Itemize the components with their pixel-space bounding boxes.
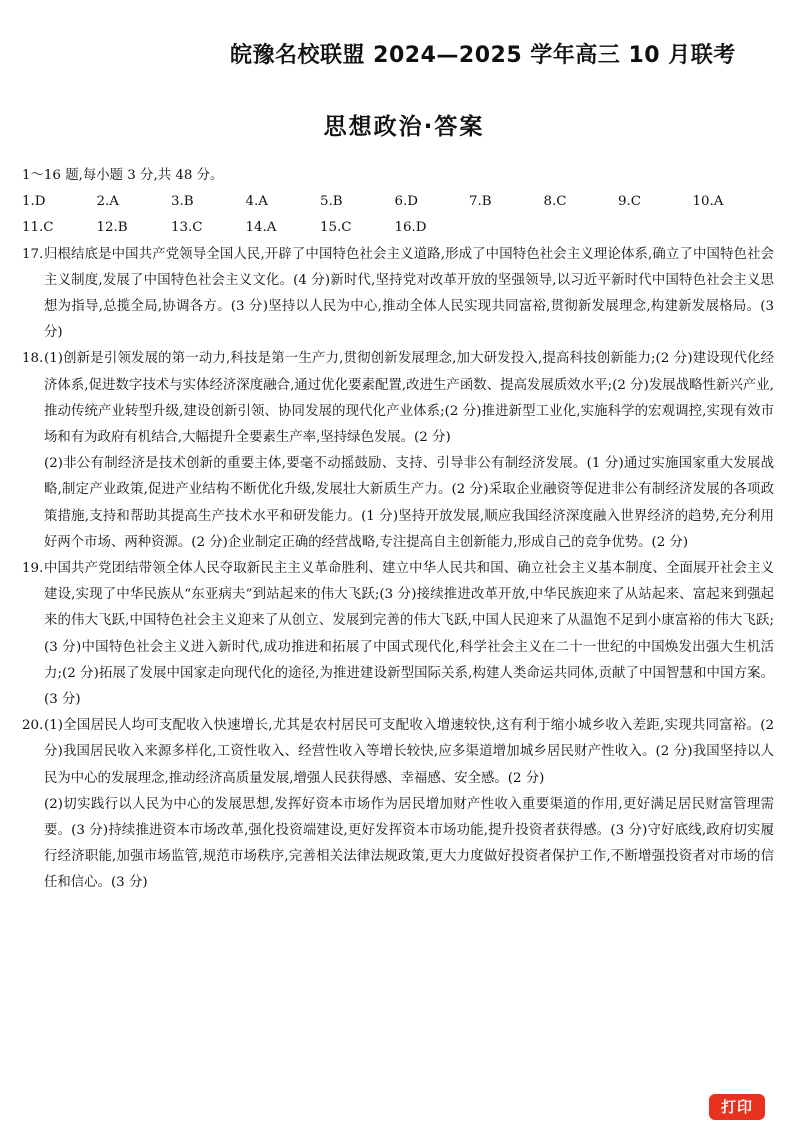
choice-answer: 16.D [394,220,427,236]
choice-answer: 4.A [245,194,268,210]
choice-answer: 14.A [245,220,277,236]
page-title: 皖豫名校联盟 2024—2025 学年高三 10 月联考 [230,43,736,68]
answer-paragraph: (1)创新是引领发展的第一动力,科技是第一生产力,贯彻创新发展理念,加大研发投入,提高科技创新能力;(2 分)建设现代化经济体系,促进数字技术与实体经济深度融合,通过优化要素配置,改进生产函数、提高发展质效水平;(2 分)发展战略性新兴产业,推动传统产业转型升级,建设创新引领、协同发展的现代化产业体系;(2 分)推进新型工业化,实施科学的宏观调控,实现有效市场和有为政府有机结合,大幅提升全要素生产率,坚持绿色发展。(2 分) [44,351,774,446]
question-body [44,242,774,347]
choice-answer-row [22,215,774,241]
choice-answer: 12.B [96,220,128,236]
answer-paragraph: (2)非公有制经济是技术创新的重要主体,要毫不动摇鼓励、支持、引导非公有制经济发展。(1 分)通过实施国家重大发展战略,制定产业政策,促进产业结构不断优化升级,发展壮大新质生产力。(2 分)采取企业融资等促进非公有制经济发展的各项政策措施,支持和帮助其提高生产技术水平和研发能力。(1 分)坚持开放发展,顺应我国经济深度融入世界经济的趋势,充分利用好两个市场、两种资源。(2 分)企业制定正确的经营战略,专注提高自主创新能力,形成自己的竞争优势。(2 分) [44,456,774,550]
choice-answer: 15.C [320,220,352,236]
choice-answer: 5.B [320,194,343,210]
answer-paragraph: (1)全国居民人均可支配收入快速增长,尤其是农村居民可支配收入增速较快,这有利于缩小城乡收入差距,实现共同富裕。(2 分)我国居民收入来源多样化,工资性收入、经营性收入等增长较快,应多渠道增加城乡居民财产性收入。(2 分)我国坚持以人民为中心的发展理念,推动经济高质量发展,增强人民获得感、幸福感、安全感。(2 分) [44,718,774,786]
choice-answer: 7.B [469,194,492,210]
answer-paragraph: 归根结底是中国共产党领导全国人民,开辟了中国特色社会主义道路,形成了中国特色社会主义理论体系,确立了中国特色社会主义制度,发展了中国特色社会主义文化。(4 分)新时代,坚持党对改革开放的坚强领导,以习近平新时代中国特色社会主义思想为指导,总揽全局,协调各方。(3 分)坚持以人民为中心,推动全体人民实现共同富裕,贯彻新发展理念,构建新发展格局。(3 分) [44,246,774,341]
question-17 [22,242,774,347]
question-19 [22,556,774,713]
question-18 [22,346,774,556]
choice-answer: 11.C [22,220,54,236]
question-body [44,713,774,896]
choice-answer: 2.A [96,194,119,210]
choice-answer-row [22,189,774,215]
choice-answer: 8.C [543,194,567,210]
answer-paragraph: (2)切实践行以人民为中心的发展思想,发挥好资本市场作为居民增加财产性收入重要渠道的作用,更好满足居民财富管理需要。(3 分)持续推进资本市场改革,强化投资端建设,更好发挥资本市场功能,提升投资者获得感。(3 分)守好底线,政府切实履行经济职能,加强市场监管,规范市场秩序,完善相关法律法规政策,更大力度做好投资者保护工作,不断增强投资者对市场的信任和信心。(3 分) [44,796,774,891]
answer-paragraph: 中国共产党团结带领全体人民夺取新民主主义革命胜利、建立中华人民共和国、确立社会主义基本制度、全面展开社会主义建设,实现了中华民族从“东亚病夫”到站起来的伟大飞跃;(3 分)接续推进改革开放,中华民族迎来了从站起来、富起来到强起来的伟大飞跃,中国特色社会主义迎来了从创立、发展到完善的伟大飞跃,中国人民迎来了从温饱不足到小康富裕的伟大飞跃;(3 分)中国特色社会主义进入新时代,成功推进和拓展了中国式现代化,科学社会主义在二十一世纪的中国焕发出强大生机活力;(2 分)拓展了发展中国家走向现代化的途径,为推进建设新型国际关系,构建人类命运共同体,贡献了中国智慧和中国方案。(3 分) [44,561,774,708]
choice-answer: 13.C [171,220,203,236]
question-number: 19. [22,561,44,577]
question-20 [22,713,774,896]
print-button[interactable]: 打印 [709,1094,765,1120]
choice-intro: 1～16 题,每小题 3 分,共 48 分。 [22,168,224,183]
question-number: 17. [22,246,44,262]
choice-answer: 10.A [692,194,724,210]
choice-answer: 6.D [394,194,419,210]
choice-answer: 9.C [618,194,642,210]
question-body [44,556,774,713]
page-subtitle: 思想政治·答案 [323,114,485,140]
question-number: 20. [22,718,44,734]
question-body [44,346,774,556]
choice-answer: 1.D [22,194,46,210]
question-number: 18. [22,351,44,367]
answer-content [22,163,774,897]
choice-answer: 3.B [171,194,194,210]
